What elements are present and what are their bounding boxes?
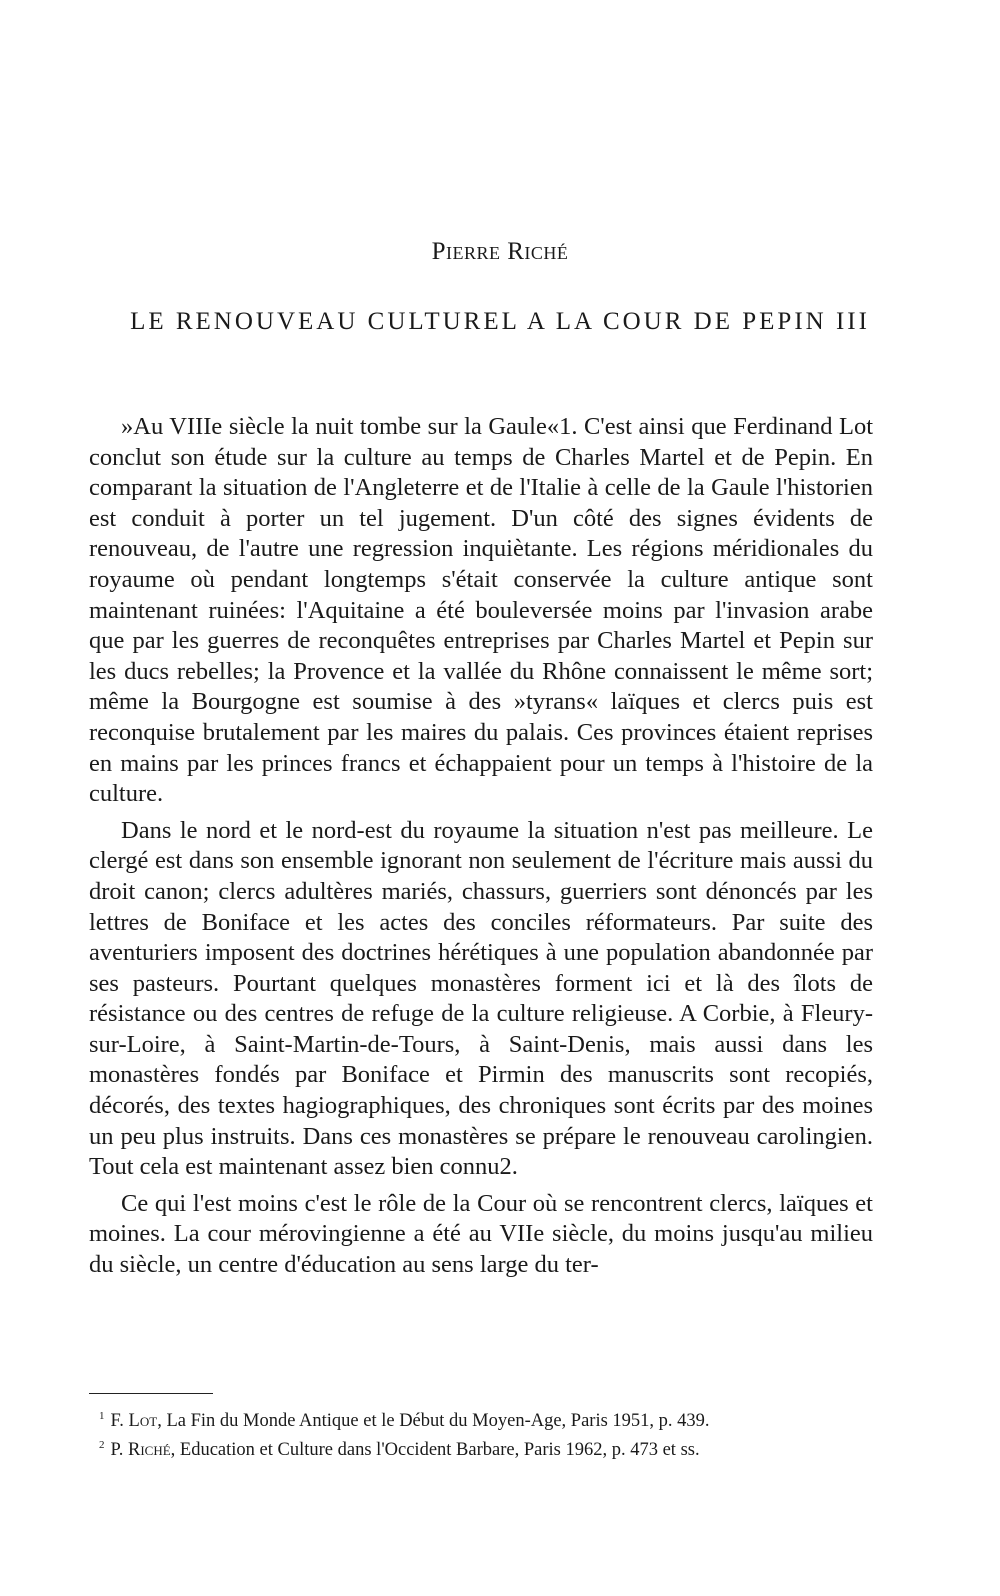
footnote-marker: 1 <box>99 1410 105 1422</box>
footnote <box>89 1433 873 1462</box>
paragraph: Dans le nord et le nord-est du royaume la situation n'est pas meilleure. Le clergé est dans son ensemble ignorant non seulement de l'écriture mais aussi du droit canon; clercs adultères mariés, chassurs, guerriers sont dénoncés par les lettres de Boniface et les actes des conciles réformateurs. Par suite des aventuriers imposent des doctrines hérétiques à une population abandonnée par ses pasteurs. Pourtant quelques monastères forment ici et là des îlots de résistance ou des centres de refuge de la culture religieuse. A Corbie, à Fleury-sur-Loire, à Saint-Martin-de-Tours, à Saint-Denis, mais aussi dans les monastères fondés par Boniface et Pirmin des manuscrits sont recopiés, décorés, des textes hagiographiques, des chroniques sont écrits par des moines un peu plus instruits. Dans ces monastères se prépare le renouveau carolingien. Tout cela est maintenant assez bien connu2. <box>89 816 873 1181</box>
footnote <box>89 1404 873 1433</box>
footnote-author: P. Riché <box>110 1440 171 1461</box>
footnote-divider <box>89 1393 213 1394</box>
footnote-author: F. Lot <box>110 1411 158 1432</box>
footnote-marker: 2 <box>99 1439 105 1452</box>
footnote-text: , Education et Culture dans l'Occident Barbare, Paris 1962, p. 473 et ss. <box>170 1440 700 1461</box>
author-name: Pierre Riché <box>431 238 569 265</box>
body-text <box>89 412 873 1287</box>
article-title: LE RENOUVEAU CULTUREL A LA COUR DE PEPIN III <box>130 308 870 335</box>
footnotes <box>89 1404 873 1462</box>
paragraph: »Au VIIIe siècle la nuit tombe sur la Gaule«1. C'est ainsi que Ferdinand Lot conclut son étude sur la culture au temps de Charles Martel et de Pepin. En comparant la situation de l'Angleterre et de l'Italie à celle de la Gaule l'historien est conduit à porter un tel jugement. D'un côté des signes évidents de renouveau, de l'autre une regression inquiètante. Les régions méridionales du royaume où pendant longtemps s'était conservée la culture antique sont maintenant ruinées: l'Aquitaine a été bouleversée moins par l'invasion arabe que par les guerres de reconquêtes entreprises par Charles Martel et Pepin sur les ducs rebelles; la Provence et la vallée du Rhône connaissent le même sort; même la Bourgogne est soumise à des »tyrans« laïques et clercs puis est reconquise brutalement par les maires du palais. Ces provinces étaient reprises en mains par les princes francs et échappaient pour un temps à l'histoire de la culture. <box>89 413 873 808</box>
paragraph: Ce qui l'est moins c'est le rôle de la Cour où se rencontrent clercs, laïques et moines. La cour mérovingienne a été au VIIe siècle, du moins jusqu'au milieu du siècle, un centre d'éducation au sens large du ter- <box>89 1189 873 1279</box>
footnote-text: , La Fin du Monde Antique et le Début du Moyen-Age, Paris 1951, p. 439. <box>157 1411 710 1432</box>
